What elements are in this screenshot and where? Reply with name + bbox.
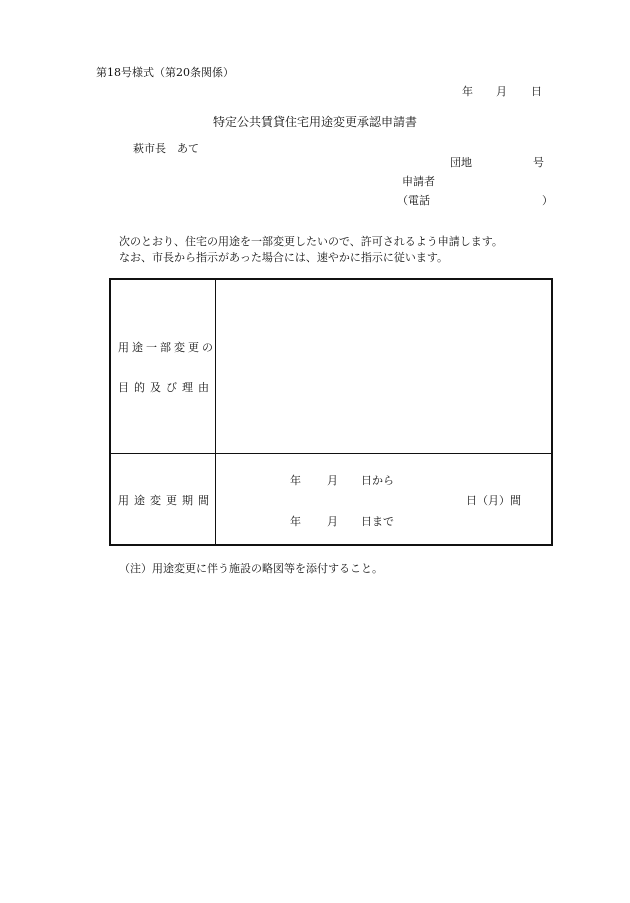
table-vertical-divider: [215, 280, 216, 544]
purpose-label-line-2: 目的及び理由: [118, 381, 214, 394]
phone-close-paren: ）: [542, 194, 553, 207]
purpose-label-line-1: 用途一部変更の: [118, 341, 216, 354]
period-to-year: 年: [290, 515, 301, 528]
addressee: 萩市長 あて: [133, 142, 199, 155]
period-to-month: 月: [327, 515, 338, 528]
gou-label: 号: [533, 156, 544, 169]
document-title: 特定公共賃貸住宅用途変更承認申請書: [212, 115, 417, 129]
table-horizontal-divider: [111, 453, 551, 454]
body-text-line-2: なお、市長から指示があった場合には、速やかに指示に従います。: [119, 251, 449, 264]
application-form-table: [109, 278, 553, 546]
date-year-label: 年: [462, 85, 473, 98]
period-from-year: 年: [290, 474, 301, 487]
form-number: 第18号様式（第20条関係）: [96, 66, 234, 79]
applicant-label: 申請者: [402, 175, 435, 188]
period-from-day: 日から: [361, 474, 394, 487]
body-text-line-1: 次のとおり、住宅の用途を一部変更したいので、許可されるよう申請します。: [119, 235, 503, 248]
danchi-label: 団地: [450, 156, 472, 169]
phone-label: （電話: [397, 194, 430, 207]
date-month-label: 月: [496, 85, 507, 98]
period-to-day: 日まで: [361, 515, 394, 528]
date-day-label: 日: [531, 85, 542, 98]
period-from-month: 月: [327, 474, 338, 487]
period-label: 用途変更期間: [118, 494, 214, 507]
footnote: （注）用途変更に伴う施設の略図等を添付すること。: [119, 562, 383, 575]
period-duration: 日（月）間: [466, 494, 521, 507]
